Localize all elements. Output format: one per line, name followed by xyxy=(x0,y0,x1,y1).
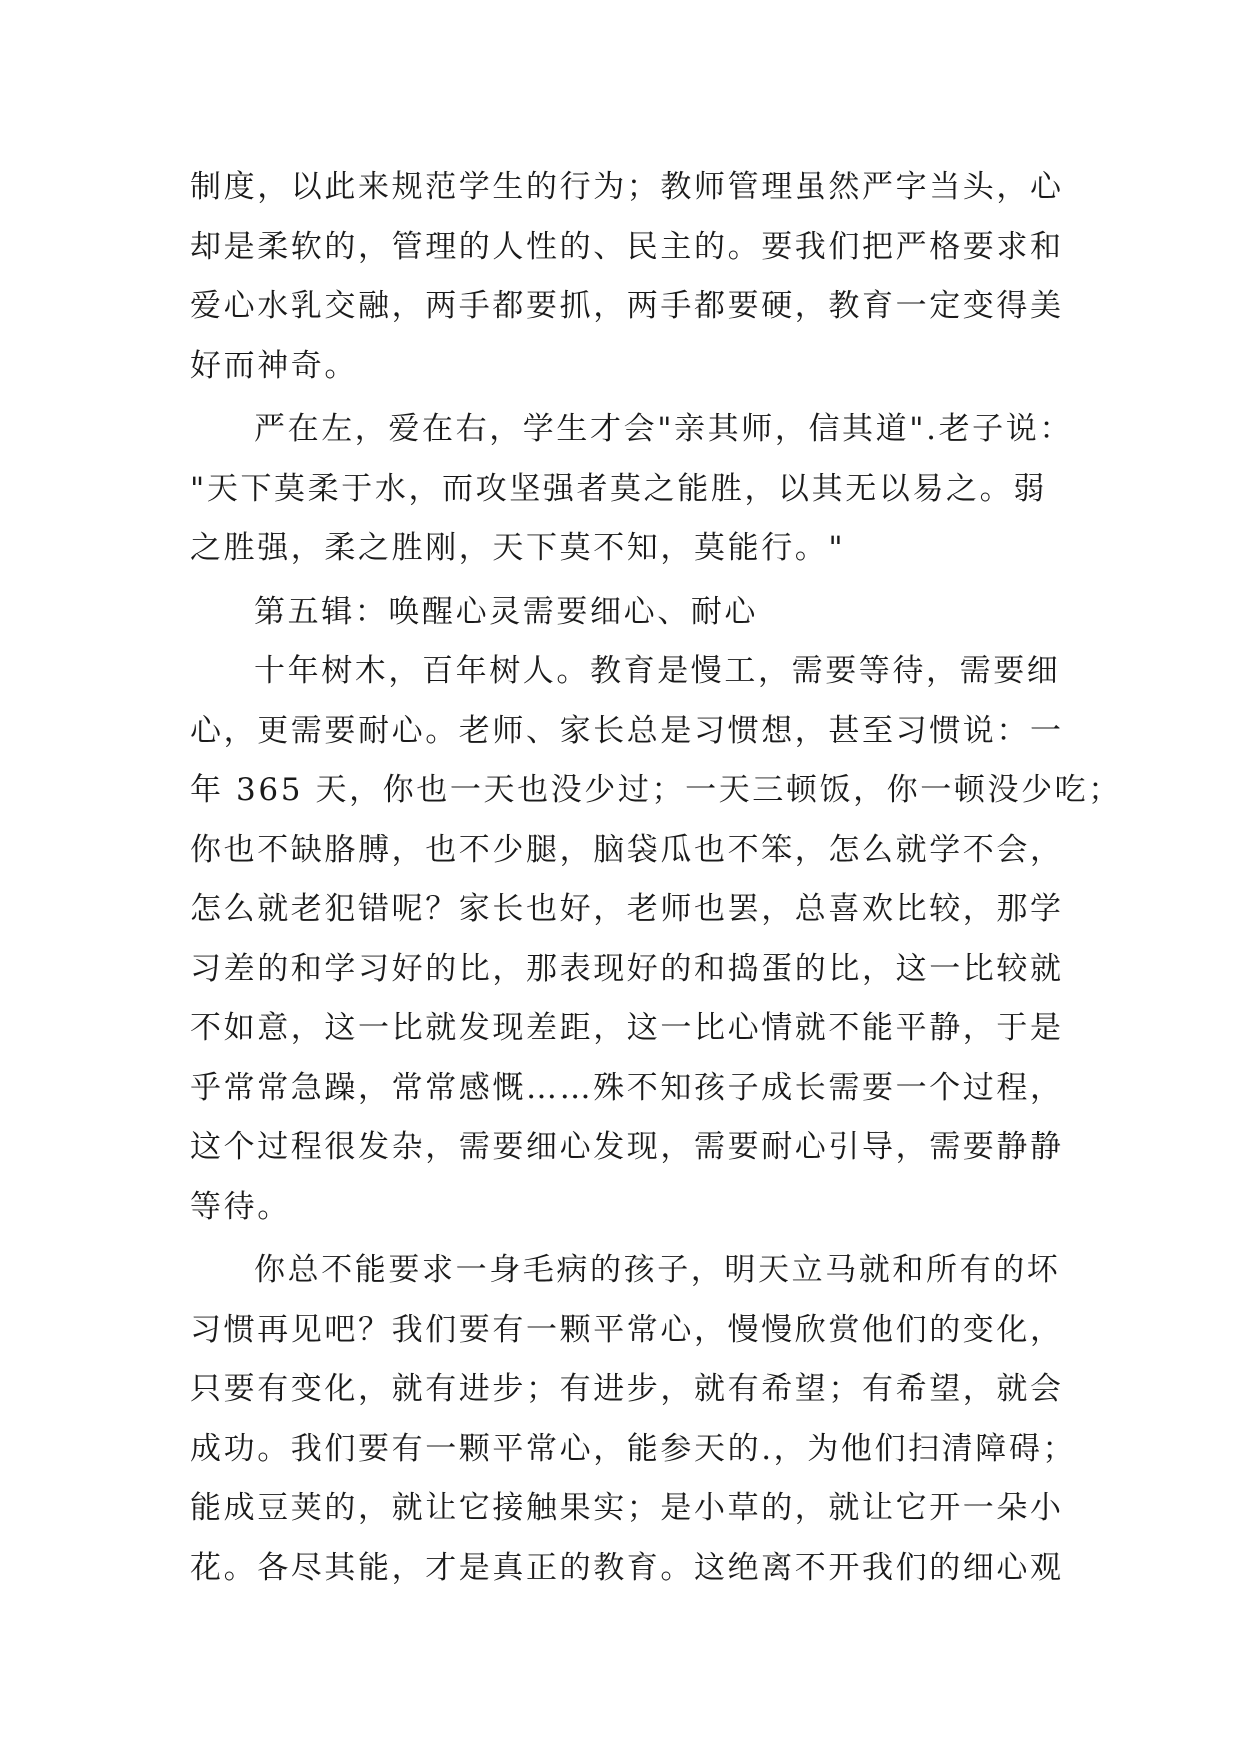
document-body xyxy=(190,158,1122,1598)
text-line: 严在左，爱在右，学生才会"亲其师，信其道".老子说： xyxy=(254,411,1073,447)
text-line: 成功。我们要有一颗平常心，能参天的.，为他们扫清障碍； xyxy=(190,1430,1077,1467)
text-line: 你总不能要求一身毛病的孩子，明天立马就和所有的坏 xyxy=(254,1252,1061,1288)
paragraph-2 xyxy=(190,400,1073,579)
text-line: 习惯再见吧？我们要有一颗平常心，慢慢欣赏他们的变化， xyxy=(190,1311,1064,1348)
text-line: 能成豆荚的，就让它接触果实；是小草的，就让它开一朵小 xyxy=(190,1490,1064,1526)
text-line: "天下莫柔于水，而攻坚强者莫之能胜，以其无以易之。弱 xyxy=(190,470,1047,507)
heading-line: 第五辑：唤醒心灵需要细心、耐心 xyxy=(254,593,758,630)
text-line: 好而神奇。 xyxy=(190,347,358,384)
text-line: 年 365 天，你也一天也没少过；一天三顿饭，你一顿没少吃； xyxy=(190,772,1122,808)
text-line: 十年树木，百年树人。教育是慢工，需要等待，需要细 xyxy=(254,653,1061,689)
paragraph-1 xyxy=(190,158,1064,396)
text-line: 心，更需要耐心。老师、家长总是习惯想，甚至习惯说：一 xyxy=(190,712,1064,749)
text-line: 只要有变化，就有进步；有进步，就有希望；有希望，就会 xyxy=(190,1371,1064,1407)
paragraph-3 xyxy=(190,642,1122,1237)
text-line: 你也不缺胳膊，也不少腿，脑袋瓜也不笨，怎么就学不会， xyxy=(190,831,1064,868)
text-line: 花。各尽其能，才是真正的教育。这绝离不开我们的细心观 xyxy=(190,1549,1064,1586)
section-heading xyxy=(190,583,1055,643)
text-line: 怎么就老犯错呢？家长也好，老师也罢，总喜欢比较，那学 xyxy=(190,891,1064,927)
text-line: 习差的和学习好的比，那表现好的和捣蛋的比，这一比较就 xyxy=(190,950,1064,987)
text-line: 不如意，这一比就发现差距，这一比心情就不能平静，于是 xyxy=(190,1010,1064,1046)
text-line: 乎常常急躁，常常感慨……殊不知孩子成长需要一个过程， xyxy=(190,1069,1064,1106)
text-line: 之胜强，柔之胜刚，天下莫不知，莫能行。" xyxy=(190,530,846,566)
text-line: 却是柔软的，管理的人性的、民主的。要我们把严格要求和 xyxy=(190,228,1064,265)
text-line: 制度，以此来规范学生的行为；教师管理虽然严字当头，心 xyxy=(190,169,1064,205)
text-line: 爱心水乳交融，两手都要抓，两手都要硬，教育一定变得美 xyxy=(190,288,1064,324)
text-line: 等待。 xyxy=(190,1188,291,1225)
paragraph-4 xyxy=(190,1241,1077,1598)
text-line: 这个过程很发杂，需要细心发现，需要耐心引导，需要静静 xyxy=(190,1129,1064,1165)
